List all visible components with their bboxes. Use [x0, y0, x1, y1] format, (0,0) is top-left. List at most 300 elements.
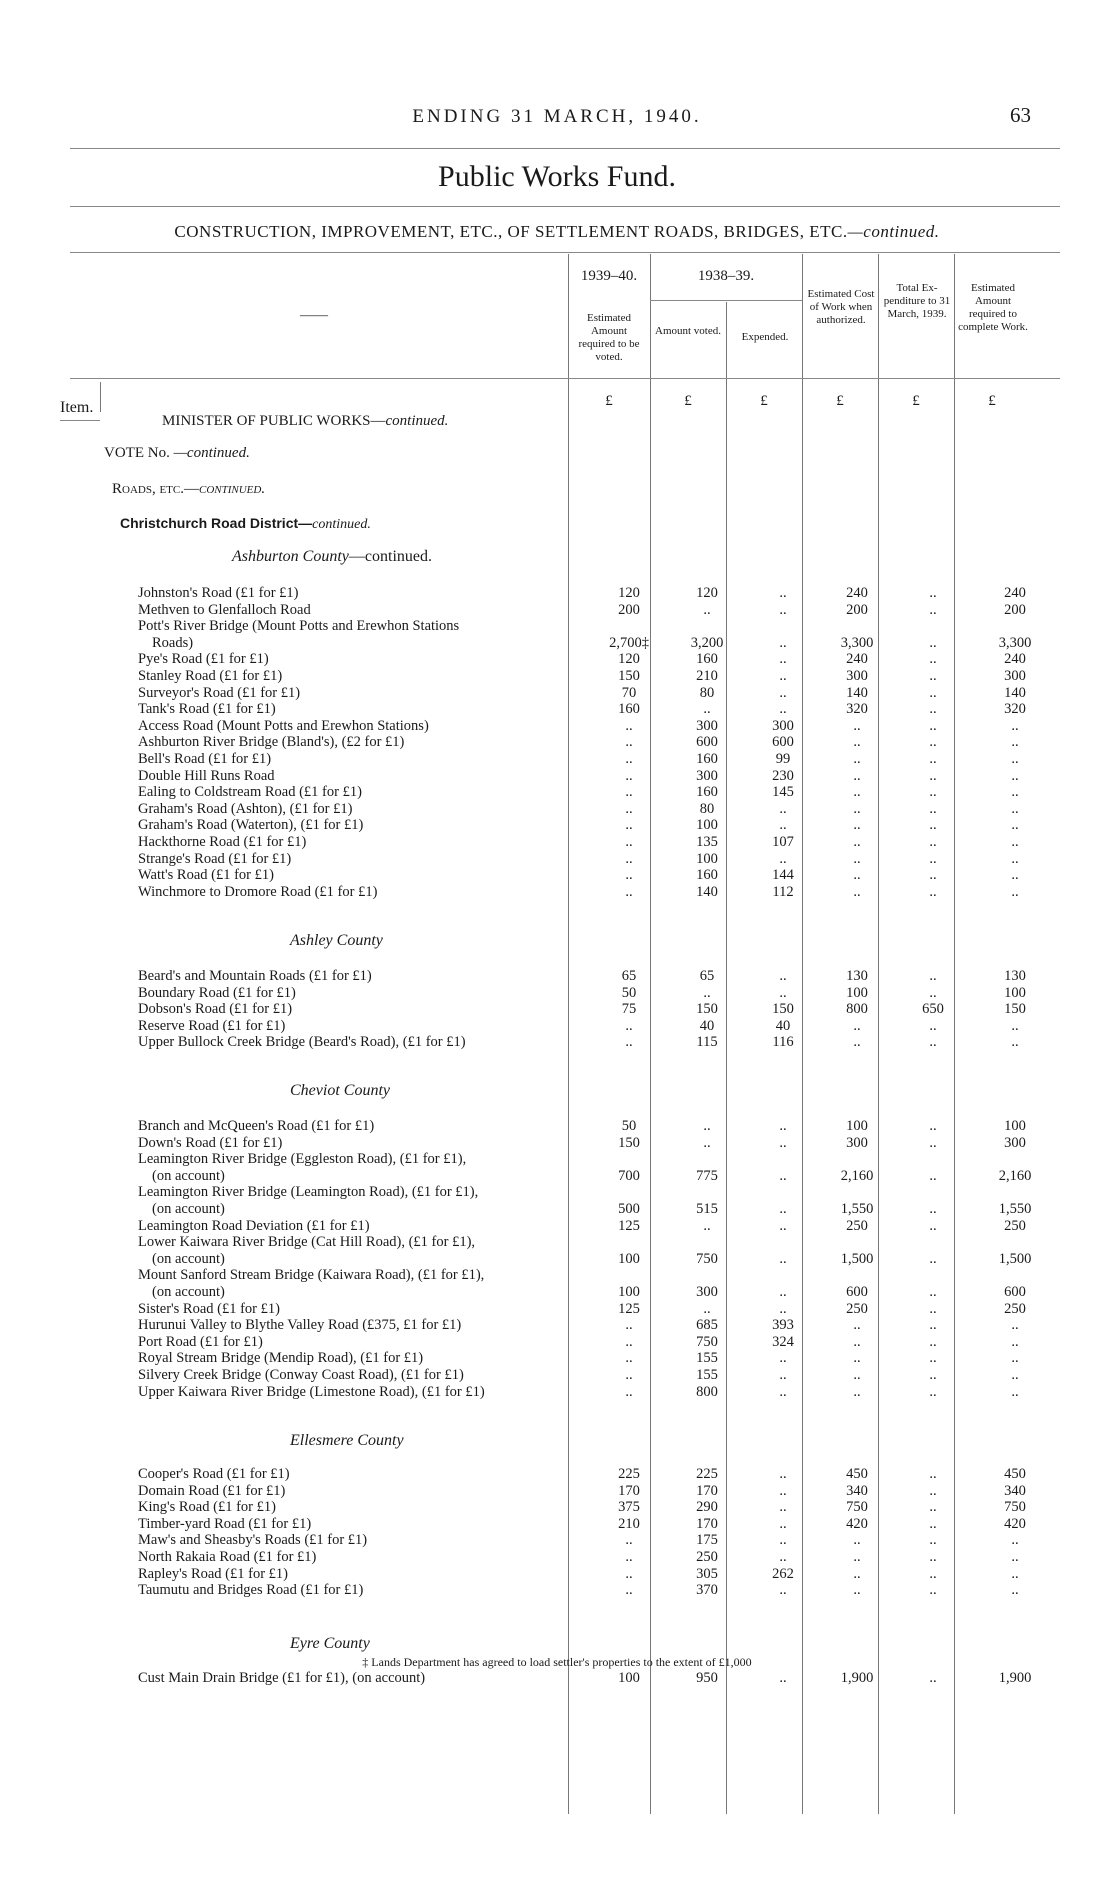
cell-col-6: .. [1011, 834, 1019, 850]
cell-col-4: 3,300 [840, 634, 874, 651]
table-row [0, 1350, 1114, 1367]
cell-col-2: 300 [696, 1284, 718, 1300]
cell-col-1: 210 [618, 1515, 640, 1532]
table-row [0, 1251, 1114, 1268]
cell-col-4: 750 [846, 1499, 868, 1516]
cell-col-4: 420 [846, 1515, 868, 1532]
cell-col-2: 65 [699, 968, 715, 984]
cell-col-6: .. [1011, 1565, 1019, 1582]
cell-col-2: .. [703, 1217, 711, 1234]
cell-col-3: .. [779, 684, 787, 701]
cell-col-4: 600 [846, 1284, 868, 1300]
county-name: Eyre County [290, 1635, 370, 1652]
cell-col-3: .. [779, 1284, 787, 1300]
cell-col-2: .. [703, 1300, 711, 1317]
item-label: Item. [60, 399, 94, 416]
item-divider [100, 382, 101, 412]
item-name: Silvery Creek Bridge (Conway Coast Road), (£1 for £1) [138, 1367, 464, 1383]
cell-col-4: .. [853, 1350, 861, 1367]
header-dash: —— [300, 308, 328, 323]
cell-col-3: .. [779, 1383, 787, 1400]
cell-col-6: 250 [1004, 1300, 1026, 1317]
item-name: Mount Sanford Stream Bridge (Kaiwara Road), (£1 for £1), [138, 1267, 485, 1284]
cell-col-6: 300 [1004, 1134, 1026, 1151]
cell-col-3: 99 [775, 751, 791, 767]
county-heading [290, 932, 383, 950]
cell-col-1: .. [625, 834, 633, 850]
cell-col-1: .. [625, 767, 633, 784]
cell-col-5: .. [929, 684, 937, 701]
cell-col-1: .. [625, 867, 633, 884]
cell-col-4: 1,900 [840, 1670, 874, 1686]
cell-col-1: 125 [618, 1217, 640, 1234]
cell-col-4: .. [853, 834, 861, 850]
section-title [0, 222, 1114, 242]
item-name: Watt's Road (£1 for £1) [138, 867, 274, 884]
cell-col-1: .. [625, 800, 633, 817]
cell-col-6: 100 [1004, 984, 1026, 1001]
cell-col-3: .. [779, 1367, 787, 1383]
cell-col-3: .. [779, 1201, 787, 1217]
table-row [0, 1034, 1114, 1051]
cell-col-6: .. [1011, 734, 1019, 751]
cell-col-3: 112 [772, 883, 794, 900]
cell-col-5: .. [929, 751, 937, 767]
item-name: (on account) [152, 1201, 225, 1217]
vote-heading [104, 445, 250, 462]
minister-heading [162, 413, 448, 430]
cell-col-3: .. [779, 1515, 787, 1532]
cell-col-5: .. [929, 834, 937, 850]
cell-col-4: .. [853, 867, 861, 884]
pound-sign: £ [912, 393, 920, 409]
cell-col-4: 240 [846, 651, 868, 668]
cell-col-3: .. [779, 634, 787, 651]
table-row [0, 1118, 1114, 1135]
cell-col-3: .. [779, 1167, 787, 1184]
item-name: Tank's Road (£1 for £1) [138, 701, 276, 718]
running-header: ENDING 31 MARCH, 1940. [412, 106, 702, 127]
table-row [0, 1184, 1114, 1201]
pound-sign: £ [605, 393, 613, 409]
cell-col-5: .. [929, 1466, 937, 1482]
vote-text: VOTE No. [104, 445, 170, 461]
cell-col-6: .. [1011, 1582, 1019, 1599]
item-name: Lower Kaiwara River Bridge (Cat Hill Road), (£1 for £1), [138, 1234, 476, 1251]
cell-col-1: .. [625, 1549, 633, 1565]
cell-col-6: 600 [1004, 1284, 1026, 1300]
cell-col-4: 250 [846, 1217, 868, 1234]
cell-col-2: 370 [696, 1582, 718, 1599]
cell-col-6: .. [1011, 1034, 1019, 1051]
cell-col-4: 240 [846, 585, 868, 601]
cell-col-5: .. [929, 1167, 937, 1184]
pound-sign: £ [836, 393, 844, 409]
cell-col-3: .. [779, 968, 787, 984]
cell-col-1: .. [625, 1565, 633, 1582]
cell-col-5: .. [929, 1300, 937, 1317]
cell-col-5: .. [929, 1565, 937, 1582]
cell-col-3: .. [779, 1466, 787, 1482]
cell-col-5: .. [929, 1350, 937, 1367]
cell-col-5: .. [929, 1515, 937, 1532]
county-name: Cheviot County [290, 1082, 390, 1099]
cell-col-3: .. [779, 850, 787, 867]
item-name: Leamington Road Deviation (£1 for £1) [138, 1217, 370, 1234]
cell-col-5: .. [929, 701, 937, 718]
cell-col-2: 170 [696, 1515, 718, 1532]
cell-col-5: .. [929, 585, 937, 601]
cell-col-6: 2,160 [998, 1167, 1032, 1184]
cell-col-4: 340 [846, 1482, 868, 1499]
cell-col-3: .. [779, 800, 787, 817]
cell-col-1: 375 [618, 1499, 640, 1516]
district-cont: continued. [312, 517, 371, 532]
cell-col-2: 170 [696, 1482, 718, 1499]
cell-col-5: .. [929, 984, 937, 1001]
table-row [0, 668, 1114, 685]
table-row [0, 1135, 1114, 1152]
cell-col-2: 80 [699, 684, 715, 701]
table-row [0, 618, 1114, 635]
cell-col-4: 800 [846, 1001, 868, 1018]
table-row [0, 635, 1114, 652]
table-row [0, 1466, 1114, 1483]
table-row [0, 1566, 1114, 1583]
cell-col-4: .. [853, 1383, 861, 1400]
cell-col-2: 300 [696, 717, 718, 734]
table-row [0, 1168, 1114, 1185]
cell-col-1: .. [625, 784, 633, 801]
cell-col-6: .. [1011, 817, 1019, 834]
cell-col-6: 320 [1004, 701, 1026, 718]
col-est-required: Estimated Amount required to be voted. [578, 312, 640, 363]
vote-cont: —continued. [173, 445, 250, 461]
cell-col-2: .. [703, 701, 711, 718]
cell-col-1: 100 [618, 1670, 640, 1686]
cell-col-4: 2,160 [840, 1167, 874, 1184]
cell-col-5: .. [929, 601, 937, 618]
cell-col-3: .. [779, 651, 787, 668]
table-row [0, 768, 1114, 785]
item-name: Cust Main Drain Bridge (£1 for £1), (on account) [138, 1670, 426, 1686]
item-name: Sister's Road (£1 for £1) [138, 1300, 280, 1317]
cell-col-2: 210 [696, 668, 718, 684]
cell-col-4: 300 [846, 668, 868, 684]
header-bottom-rule [70, 378, 1060, 379]
cell-col-3: 262 [772, 1565, 794, 1582]
cell-col-3: 600 [772, 734, 794, 751]
cell-col-1: .. [625, 1034, 633, 1051]
cell-col-2: 300 [696, 767, 718, 784]
cell-col-6: .. [1011, 1367, 1019, 1383]
item-name: Port Road (£1 for £1) [138, 1333, 263, 1350]
item-name: Graham's Road (Ashton), (£1 for £1) [138, 800, 353, 817]
cell-col-1: .. [625, 1582, 633, 1599]
cell-col-1: 2,700‡ [609, 634, 649, 651]
cell-col-5: .. [929, 1482, 937, 1499]
table-row [0, 817, 1114, 834]
cell-col-6: 140 [1004, 684, 1026, 701]
cell-col-2: 155 [696, 1350, 718, 1367]
cell-col-6: .. [1011, 767, 1019, 784]
cell-col-2: .. [703, 601, 711, 618]
cell-col-4: .. [853, 817, 861, 834]
cell-col-2: 135 [696, 834, 718, 850]
cell-col-2: 80 [699, 800, 715, 817]
cell-col-4: 130 [846, 968, 868, 984]
cell-col-4: .. [853, 1549, 861, 1565]
county-name: Ellesmere County [290, 1432, 404, 1449]
item-name: Leamington River Bridge (Eggleston Road), (£1 for £1), [138, 1151, 467, 1168]
cell-col-6: 300 [1004, 668, 1026, 684]
cell-col-4: .. [853, 784, 861, 801]
cell-col-1: .. [625, 1532, 633, 1549]
cell-col-4: .. [853, 767, 861, 784]
table-row [0, 1201, 1114, 1218]
cell-col-5: .. [929, 651, 937, 668]
cell-col-4: .. [853, 1034, 861, 1051]
cell-col-6: 100 [1004, 1118, 1026, 1134]
item-name: Branch and McQueen's Road (£1 for £1) [138, 1118, 375, 1134]
cell-col-6: 3,300 [998, 634, 1032, 651]
cell-col-4: .. [853, 1582, 861, 1599]
item-name: Pott's River Bridge (Mount Potts and Erewhon Stations [138, 618, 460, 635]
cell-col-5: .. [929, 1670, 937, 1686]
cell-col-5: .. [929, 634, 937, 651]
cell-col-5: .. [929, 1367, 937, 1383]
table-row [0, 1317, 1114, 1334]
cell-col-3: 40 [775, 1017, 791, 1034]
cell-col-2: 775 [696, 1167, 718, 1184]
cell-col-6: .. [1011, 717, 1019, 734]
county-heading [290, 1635, 370, 1653]
minister-text: MINISTER OF PUBLIC WORKS— [162, 413, 386, 429]
pound-sign: £ [988, 393, 996, 409]
item-name: (on account) [152, 1284, 225, 1300]
county-name: Ashburton County [232, 548, 349, 565]
cell-col-6: 150 [1004, 1001, 1026, 1018]
cell-col-2: 100 [696, 817, 718, 834]
table-row [0, 1301, 1114, 1318]
cell-col-1: .. [625, 883, 633, 900]
cell-col-4: .. [853, 734, 861, 751]
item-name: Double Hill Runs Road [138, 767, 275, 784]
cell-col-6: 1,900 [998, 1670, 1032, 1686]
cell-col-6: .. [1011, 1383, 1019, 1400]
cell-col-3: .. [779, 1118, 787, 1134]
cell-col-2: 140 [696, 883, 718, 900]
cell-col-2: 160 [696, 651, 718, 668]
cell-col-6: 240 [1004, 651, 1026, 668]
cell-col-5: .. [929, 734, 937, 751]
cell-col-1: 125 [618, 1300, 640, 1317]
item-name: Rapley's Road (£1 for £1) [138, 1565, 288, 1582]
cell-col-4: .. [853, 1333, 861, 1350]
section-text: CONSTRUCTION, IMPROVEMENT, ETC., OF SETTLEMENT ROADS, BRIDGES, ETC. [174, 222, 848, 241]
cell-col-6: .. [1011, 850, 1019, 867]
cell-col-6: 250 [1004, 1217, 1026, 1234]
item-name: Royal Stream Bridge (Mendip Road), (£1 for £1) [138, 1350, 424, 1367]
table-row [0, 602, 1114, 619]
cell-col-2: 3,200 [690, 634, 724, 651]
table-row [0, 1516, 1114, 1533]
cell-col-1: 50 [621, 1118, 637, 1134]
item-name: Surveyor's Road (£1 for £1) [138, 684, 301, 701]
footnote: ‡ Lands Department has agreed to load settler's properties to the extent of £1,000 [362, 1655, 752, 1669]
table-row [0, 1384, 1114, 1401]
cell-col-6: .. [1011, 784, 1019, 801]
cell-col-4: .. [853, 1565, 861, 1582]
table-row [0, 851, 1114, 868]
cell-col-5: .. [929, 850, 937, 867]
table-row [0, 1284, 1114, 1301]
header-rule [70, 148, 1060, 149]
col-est-complete: Estimated Amount required to complete Work. [958, 282, 1028, 333]
cell-col-1: 170 [618, 1482, 640, 1499]
cell-col-3: 144 [772, 867, 794, 884]
item-name: Cooper's Road (£1 for £1) [138, 1466, 290, 1482]
cell-col-2: .. [703, 1118, 711, 1134]
cell-col-1: .. [625, 1367, 633, 1383]
cell-col-5: .. [929, 717, 937, 734]
table-row [0, 801, 1114, 818]
item-name: Reserve Road (£1 for £1) [138, 1017, 286, 1034]
table-row [0, 867, 1114, 884]
item-name: Hackthorne Road (£1 for £1) [138, 834, 307, 850]
cell-col-3: 300 [772, 717, 794, 734]
item-name: (on account) [152, 1250, 225, 1267]
section-cont: —continued. [847, 222, 940, 241]
roads-text: Roads, etc.— [112, 481, 199, 497]
cell-col-5: .. [929, 1317, 937, 1334]
cell-col-6: .. [1011, 1350, 1019, 1367]
cell-col-1: 200 [618, 601, 640, 618]
cell-col-6: 200 [1004, 601, 1026, 618]
cell-col-4: .. [853, 883, 861, 900]
cell-col-3: .. [779, 1250, 787, 1267]
minister-cont: continued. [385, 413, 449, 429]
item-name: (on account) [152, 1167, 225, 1184]
cell-col-2: 750 [696, 1250, 718, 1267]
item-name: Ealing to Coldstream Road (£1 for £1) [138, 784, 362, 801]
table-row [0, 685, 1114, 702]
cell-col-4: 320 [846, 701, 868, 718]
cell-col-6: .. [1011, 1333, 1019, 1350]
item-name: Winchmore to Dromore Road (£1 for £1) [138, 883, 378, 900]
cell-col-2: 160 [696, 751, 718, 767]
cell-col-5: .. [929, 1532, 937, 1549]
cell-col-6: 750 [1004, 1499, 1026, 1516]
cell-col-3: .. [779, 585, 787, 601]
cell-col-3: 107 [772, 834, 794, 850]
roads-cont: continued. [198, 481, 266, 497]
cell-col-1: .. [625, 1383, 633, 1400]
table-row [0, 1549, 1114, 1566]
cell-col-3: .. [779, 1350, 787, 1367]
fund-title: Public Works Fund. [438, 160, 676, 193]
table-row [0, 1499, 1114, 1516]
cell-col-5: .. [929, 867, 937, 884]
cell-col-2: 100 [696, 850, 718, 867]
cell-col-6: 420 [1004, 1515, 1026, 1532]
cell-col-5: .. [929, 1499, 937, 1516]
item-name: Maw's and Sheasby's Roads (£1 for £1) [138, 1532, 368, 1549]
item-name: Upper Bullock Creek Bridge (Beard's Road), (£1 for £1) [138, 1034, 466, 1051]
cell-col-4: .. [853, 1017, 861, 1034]
cell-col-2: 750 [696, 1333, 718, 1350]
table-row [0, 1151, 1114, 1168]
item-name: King's Road (£1 for £1) [138, 1499, 276, 1516]
cell-col-1: 75 [621, 1001, 637, 1018]
cell-col-2: 225 [696, 1466, 718, 1482]
cell-col-6: .. [1011, 800, 1019, 817]
cell-col-6: 450 [1004, 1466, 1026, 1482]
cell-col-2: .. [703, 984, 711, 1001]
cell-col-2: 685 [696, 1317, 718, 1334]
item-name: Boundary Road (£1 for £1) [138, 984, 296, 1001]
cell-col-4: 100 [846, 1118, 868, 1134]
cell-col-5: .. [929, 817, 937, 834]
cell-col-5: .. [929, 1034, 937, 1051]
cell-col-4: .. [853, 717, 861, 734]
table-row [0, 1234, 1114, 1251]
table-row [0, 784, 1114, 801]
item-name: Down's Road (£1 for £1) [138, 1134, 283, 1151]
cell-col-6: .. [1011, 883, 1019, 900]
cell-col-3: .. [779, 1482, 787, 1499]
cell-col-2: 150 [696, 1001, 718, 1018]
item-name: Hurunui Valley to Blythe Valley Road (£375, £1 for £1) [138, 1317, 462, 1334]
cell-col-2: 515 [696, 1201, 718, 1217]
cell-col-5: .. [929, 1250, 937, 1267]
cell-col-1: 120 [618, 651, 640, 668]
cell-col-1: .. [625, 817, 633, 834]
item-name: North Rakaia Road (£1 for £1) [138, 1549, 317, 1565]
cell-col-3: 324 [772, 1333, 794, 1350]
cell-col-4: 100 [846, 984, 868, 1001]
cell-col-1: 225 [618, 1466, 640, 1482]
district-text: Christchurch Road District— [120, 515, 313, 531]
item-name: Bell's Road (£1 for £1) [138, 751, 272, 767]
table-row [0, 1001, 1114, 1018]
cell-col-4: .. [853, 1317, 861, 1334]
table-row [0, 1018, 1114, 1035]
cell-col-4: .. [853, 1532, 861, 1549]
cell-col-5: .. [929, 1201, 937, 1217]
item-name: Dobson's Road (£1 for £1) [138, 1001, 293, 1018]
cell-col-2: 160 [696, 784, 718, 801]
item-name: Access Road (Mount Potts and Erewhon Stations) [138, 717, 429, 734]
cell-col-2: .. [703, 1134, 711, 1151]
cell-col-5: .. [929, 1284, 937, 1300]
cell-col-3: 150 [772, 1001, 794, 1018]
cell-col-1: .. [625, 734, 633, 751]
cell-col-3: .. [779, 1670, 787, 1686]
item-name: Pye's Road (£1 for £1) [138, 651, 269, 668]
cell-col-6: 130 [1004, 968, 1026, 984]
cell-col-3: 145 [772, 784, 794, 801]
cell-col-2: 600 [696, 734, 718, 751]
cell-col-3: .. [779, 1582, 787, 1599]
table-row [0, 834, 1114, 851]
cell-col-1: .. [625, 1350, 633, 1367]
cell-col-2: 120 [696, 585, 718, 601]
cell-col-3: .. [779, 668, 787, 684]
cell-col-4: 1,500 [840, 1250, 874, 1267]
table-row [0, 1267, 1114, 1284]
cell-col-5: .. [929, 1549, 937, 1565]
